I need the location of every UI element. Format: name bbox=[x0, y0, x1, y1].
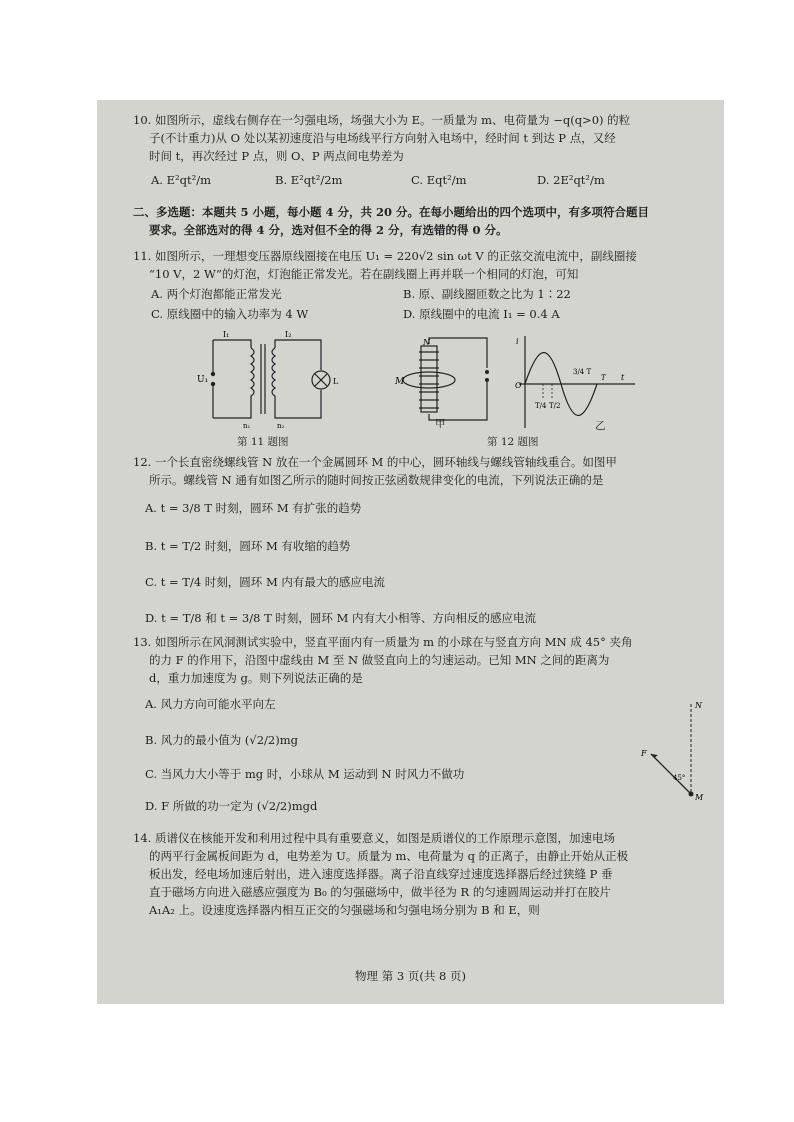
svg-text:n₂: n₂ bbox=[277, 422, 285, 430]
q12-option-b: B. t = T/2 时刻，圆环 M 有收缩的趋势 bbox=[145, 539, 351, 553]
fig12-left-label: 甲 bbox=[435, 418, 446, 430]
svg-text:T: T bbox=[601, 374, 606, 382]
fig11-caption: 第 11 题图 bbox=[237, 436, 289, 448]
svg-text:L: L bbox=[333, 377, 339, 386]
q13-option-b: B. 风力的最小值为 (√2/2)mg bbox=[145, 733, 298, 747]
svg-text:F: F bbox=[641, 749, 647, 758]
svg-text:3/4 T: 3/4 T bbox=[573, 368, 592, 376]
q14-line2: 的两平行金属板间距为 d，电势差为 U。质量为 m、电荷量为 q 的正离子，由静止开始从正极 bbox=[149, 849, 629, 863]
svg-text:n₁: n₁ bbox=[243, 422, 251, 430]
q12-option-c: C. t = T/4 时刻，圆环 M 内有最大的感应电流 bbox=[145, 575, 385, 589]
q12-line1: 12. 一个长直密绕螺线管 N 放在一个金属圆环 M 的中心，圆环轴线与螺线管轴线重合。如图甲 bbox=[133, 455, 617, 469]
q10-line3: 时间 t，再次经过 P 点，则 O、P 两点间电势差为 bbox=[149, 149, 404, 163]
q13-line1: 13. 如图所示在风洞测试实验中，竖直平面内有一质量为 m 的小球在与竖直方向 MN 成 45° 夹角 bbox=[133, 635, 633, 649]
q10-line2: 子(不计重力)从 O 处以某初速度沿与电场线平行方向射入电场中，经时间 t 到达 P 点，又经 bbox=[149, 131, 616, 145]
svg-text:45°: 45° bbox=[673, 774, 686, 782]
q14-line4: 直于磁场方向进入磁感应强度为 B₀ 的匀强磁场中，做半径为 R 的匀速圆周运动并打在胶片 bbox=[149, 885, 611, 899]
svg-text:N: N bbox=[423, 338, 430, 347]
page-footer: 物理 第 3 页(共 8 页) bbox=[355, 969, 466, 983]
q12-line2: 所示。螺线管 N 通有如图乙所示的随时间按正弦函数规律变化的电流，下列说法正确的是 bbox=[149, 473, 604, 487]
q10-line1: 10. 如图所示，虚线右侧存在一匀强电场，场强大小为 E。一质量为 m、电荷量为 −q(q>0) 的粒 bbox=[133, 113, 631, 127]
exam-page bbox=[97, 100, 724, 1004]
wind-force-diagram bbox=[635, 696, 715, 808]
q11-line2: “10 V，2 W”的灯泡，灯泡能正常发光。若在副线圈上再并联一个相同的灯泡，可知 bbox=[149, 267, 579, 281]
q11-option-d: D. 原线圈中的电流 I₁ = 0.4 A bbox=[403, 307, 560, 321]
current-time-graph bbox=[509, 332, 639, 432]
q14-line5: A₁A₂ 上。设速度选择器内相互正交的匀强磁场和匀强电场分别为 B 和 E，则 bbox=[149, 903, 540, 917]
svg-text:M: M bbox=[695, 793, 704, 802]
q10-option-c: C. Eqt²/m bbox=[411, 173, 467, 187]
svg-text:M: M bbox=[395, 377, 405, 387]
q10-option-a: A. E²qt²/m bbox=[151, 173, 211, 187]
q11-option-b: B. 原、副线圈匝数之比为 1∶22 bbox=[403, 287, 571, 301]
fig12-caption: 第 12 题图 bbox=[487, 436, 539, 448]
q12-option-a: A. t = 3/8 T 时刻，圆环 M 有扩张的趋势 bbox=[145, 501, 362, 515]
fig12-right-label: 乙 bbox=[595, 420, 606, 432]
svg-text:U₁: U₁ bbox=[197, 375, 209, 385]
q14-line3: 板出发，经电场加速后射出，进入速度选择器。离子沿直线穿过速度选择器后经过狭缝 P 垂 bbox=[149, 867, 613, 881]
section2-line2: 要求。全部选对的得 4 分，选对但不全的得 2 分，有选错的得 0 分。 bbox=[149, 223, 508, 237]
transformer-diagram bbox=[193, 328, 343, 430]
q14-line1: 14. 质谱仪在核能开发和利用过程中具有重要意义，如图是质谱仪的工作原理示意图，加速电场 bbox=[133, 831, 615, 845]
svg-text:I₁: I₁ bbox=[223, 330, 230, 339]
section2-line1: 二、多选题：本题共 5 小题，每小题 4 分，共 20 分。在每小题给出的四个选项中，有多项符合题目 bbox=[133, 205, 650, 219]
q10-option-d: D. 2E²qt²/m bbox=[537, 173, 605, 187]
svg-text:I₂: I₂ bbox=[285, 330, 292, 339]
q10-option-b: B. E²qt²/2m bbox=[275, 173, 343, 187]
q12-option-d: D. t = T/8 和 t = 3/8 T 时刻，圆环 M 内有大小相等、方向相反的感应电流 bbox=[145, 611, 537, 625]
solenoid-ring-diagram bbox=[393, 334, 503, 424]
q13-option-d: D. F 所做的功一定为 (√2/2)mgd bbox=[145, 799, 318, 813]
svg-text:t: t bbox=[621, 373, 625, 382]
q11-option-c: C. 原线圈中的输入功率为 4 W bbox=[151, 307, 309, 321]
svg-text:O: O bbox=[515, 381, 522, 390]
q11-line1: 11. 如图所示，一理想变压器原线圈接在电压 U₁ = 220√2 sin ωt V 的正弦交流电流中，副线圈接 bbox=[133, 249, 637, 263]
svg-text:i: i bbox=[516, 337, 519, 346]
q11-option-a: A. 两个灯泡都能正常发光 bbox=[151, 287, 282, 301]
svg-text:T/4: T/4 bbox=[535, 402, 547, 410]
q13-option-a: A. 风力方向可能水平向左 bbox=[145, 697, 276, 711]
svg-text:N: N bbox=[695, 701, 702, 710]
q13-option-c: C. 当风力大小等于 mg 时，小球从 M 运动到 N 时风力不做功 bbox=[145, 767, 465, 781]
q13-line2: 的力 F 的作用下，沿图中虚线由 M 至 N 做竖直向上的匀速运动。已知 MN 之间的距离为 bbox=[149, 653, 610, 667]
q13-line3: d，重力加速度为 g。则下列说法正确的是 bbox=[149, 671, 363, 685]
svg-text:T/2: T/2 bbox=[549, 402, 561, 410]
